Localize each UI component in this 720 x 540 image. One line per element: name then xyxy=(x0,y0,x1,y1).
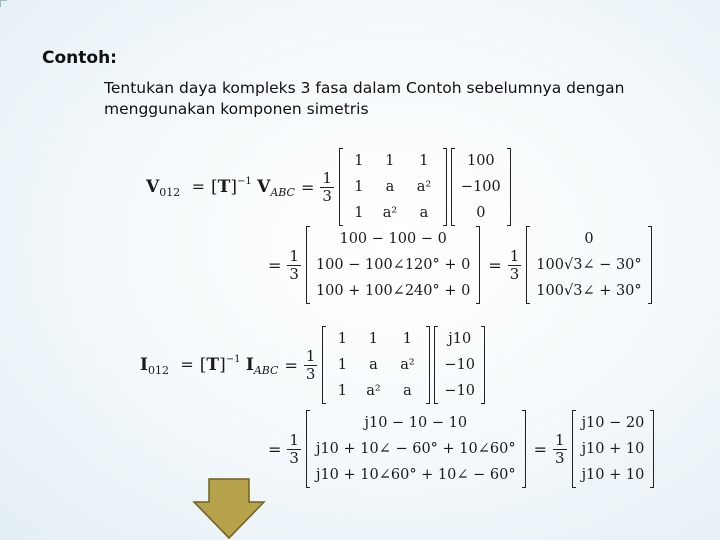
problem-statement xyxy=(104,78,664,120)
voltage-abc-vector: 100 −100 0 xyxy=(451,148,511,226)
problem-line-1: Tentukan daya kompleks 3 fasa dalam Contoh sebelumnya dengan xyxy=(104,79,625,97)
current-equation-line1: $I_{012} = [T]^{-1}$ $I_{ABC}$ = $\frac{1}{3}$ 1 1 1 1 a a² 1 a² a j10 −10 −10 xyxy=(140,326,487,404)
current-step2-vector: j10 − 10 − 10 j10 + 10∠ − 60° + 10∠60° j10 + 10∠60° + 10∠ − 60° xyxy=(306,410,526,488)
slide-corner-mark xyxy=(0,0,7,7)
voltage-equation-line1: $V_{012} = [T]^{-1}$ $V_{ABC}$ = $\frac{1}{3}$ 1 1 1 1 a a² 1 a² a 100 −100 0 xyxy=(146,148,513,226)
current-fraction: $\frac{1}{3}$ xyxy=(305,346,316,383)
current-a-matrix: 1 1 1 1 a a² 1 a² a xyxy=(322,326,430,404)
current-equation-line2: = $\frac{1}{3}$ j10 − 10 − 10 j10 + 10∠ − 60° + 10∠60° j10 + 10∠60° + 10∠ − 60° = $\frac{1}{3}$ j10 − 20 j10 + 10 j10 + 10 xyxy=(262,410,656,488)
current-step3-vector: j10 − 20 j10 + 10 j10 + 10 xyxy=(572,410,655,488)
voltage-step3-vector: 0 100√3∠ − 30° 100√3∠ + 30° xyxy=(526,226,651,304)
voltage-a-matrix: 1 1 1 1 a a² 1 a² a xyxy=(339,148,447,226)
slide-heading: Contoh: xyxy=(42,48,117,68)
current-lhs: $I_{012} = [T]^{-1}$ $I_{ABC}$ xyxy=(140,353,279,377)
down-arrow-icon[interactable] xyxy=(192,478,266,540)
problem-line-2: menggunakan komponen simetris xyxy=(104,100,369,118)
voltage-lhs: $V_{012} = [T]^{-1}$ $V_{ABC}$ xyxy=(146,175,295,199)
voltage-fraction: $\frac{1}{3}$ xyxy=(322,168,332,205)
voltage-step2-vector: 100 − 100 − 0 100 − 100∠120° + 0 100 + 100∠240° + 0 xyxy=(306,226,480,304)
current-abc-vector: j10 −10 −10 xyxy=(434,326,485,404)
voltage-equation-line2: = $\frac{1}{3}$ 100 − 100 − 0 100 − 100∠120° + 0 100 + 100∠240° + 0 = $\frac{1}{3}$ 0 100√3∠ − 30° 100√3∠ + 30° xyxy=(262,226,654,304)
